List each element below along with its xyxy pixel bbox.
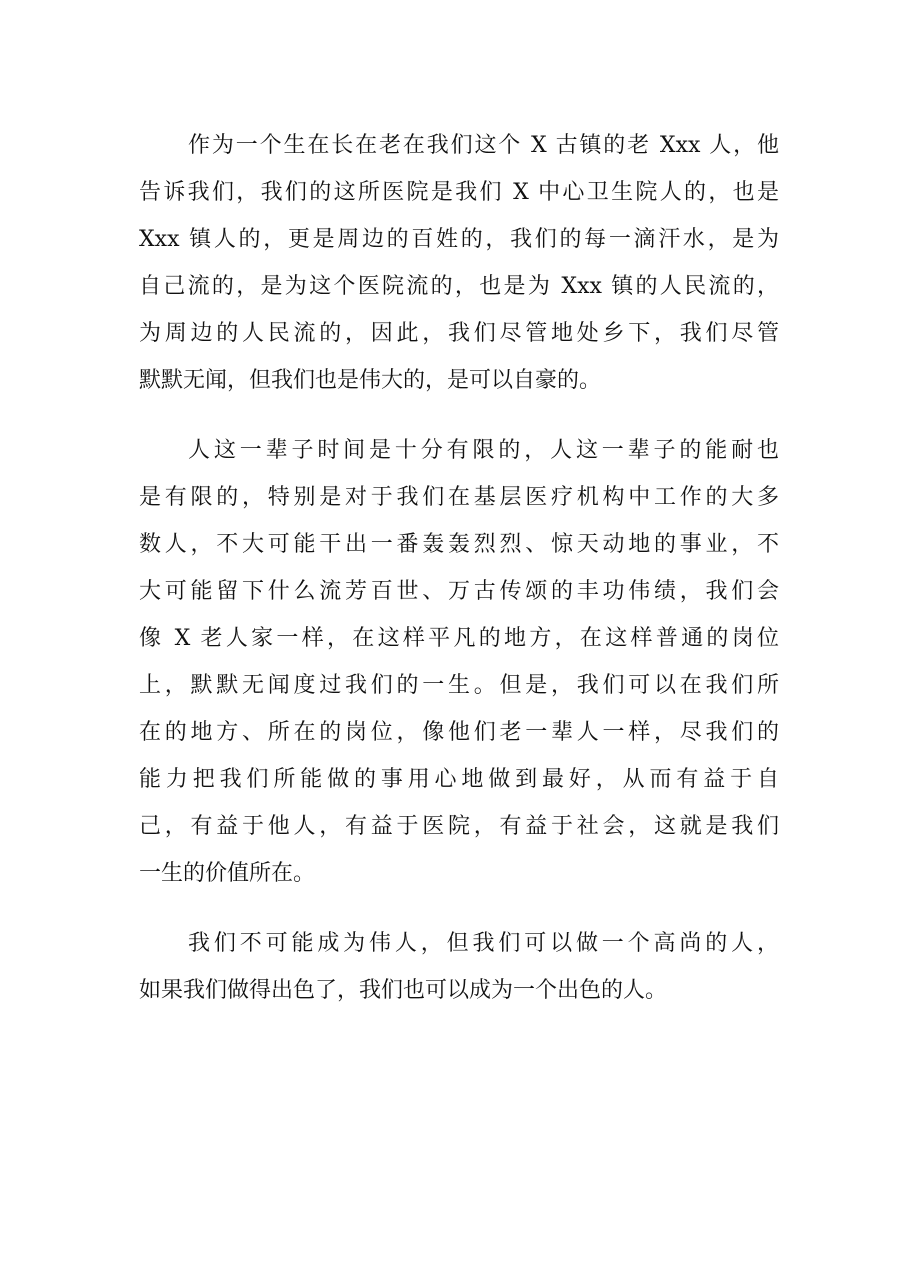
paragraph-1 [139, 122, 779, 404]
text-line: 作为一个生在长在老在我们这个 X 古镇的老 Xxx 人，他 [188, 133, 779, 158]
text-line: 上，默默无闻度过我们的一生。但是，我们可以在我们所 [139, 673, 779, 698]
text-line: 一生的价值所在。 [139, 861, 316, 886]
text-line: 在的地方、所在的岗位，像他们老一辈人一样，尽我们的 [139, 720, 779, 745]
text-line: 如果我们做得出色了，我们也可以成为一个出色的人。 [139, 978, 668, 1003]
text-line: 为周边的人民流的，因此，我们尽管地处乡下，我们尽管 [139, 321, 779, 346]
text-line: 数人，不大可能干出一番轰轰烈烈、惊天动地的事业，不 [139, 532, 779, 557]
text-line: 能力把我们所能做的事用心地做到最好，从而有益于自 [139, 767, 779, 792]
text-line: 默默无闻，但我们也是伟大的，是可以自豪的。 [139, 368, 602, 393]
document-body [139, 122, 779, 1014]
text-line: 我们不可能成为伟人，但我们可以做一个高尚的人， [188, 931, 779, 956]
paragraph-2 [139, 427, 779, 897]
text-line: 人这一辈子时间是十分有限的，人这一辈子的能耐也 [188, 438, 779, 463]
text-line: 是有限的，特别是对于我们在基层医疗机构中工作的大多 [139, 485, 779, 510]
paragraph-spacer [139, 404, 779, 427]
text-line: 大可能留下什么流芳百世、万古传颂的丰功伟绩，我们会 [139, 579, 779, 604]
text-line: Xxx 镇人的，更是周边的百姓的，我们的每一滴汗水，是为 [139, 227, 779, 252]
text-line: 自己流的，是为这个医院流的，也是为 Xxx 镇的人民流的， [139, 274, 779, 299]
paragraph-spacer [139, 897, 779, 920]
text-line: 告诉我们，我们的这所医院是我们 X 中心卫生院人的，也是 [139, 180, 779, 205]
text-line: 像 X 老人家一样，在这样平凡的地方，在这样普通的岗位 [139, 626, 779, 651]
paragraph-3 [139, 920, 779, 1014]
text-line: 己，有益于他人，有益于医院，有益于社会，这就是我们 [139, 814, 779, 839]
